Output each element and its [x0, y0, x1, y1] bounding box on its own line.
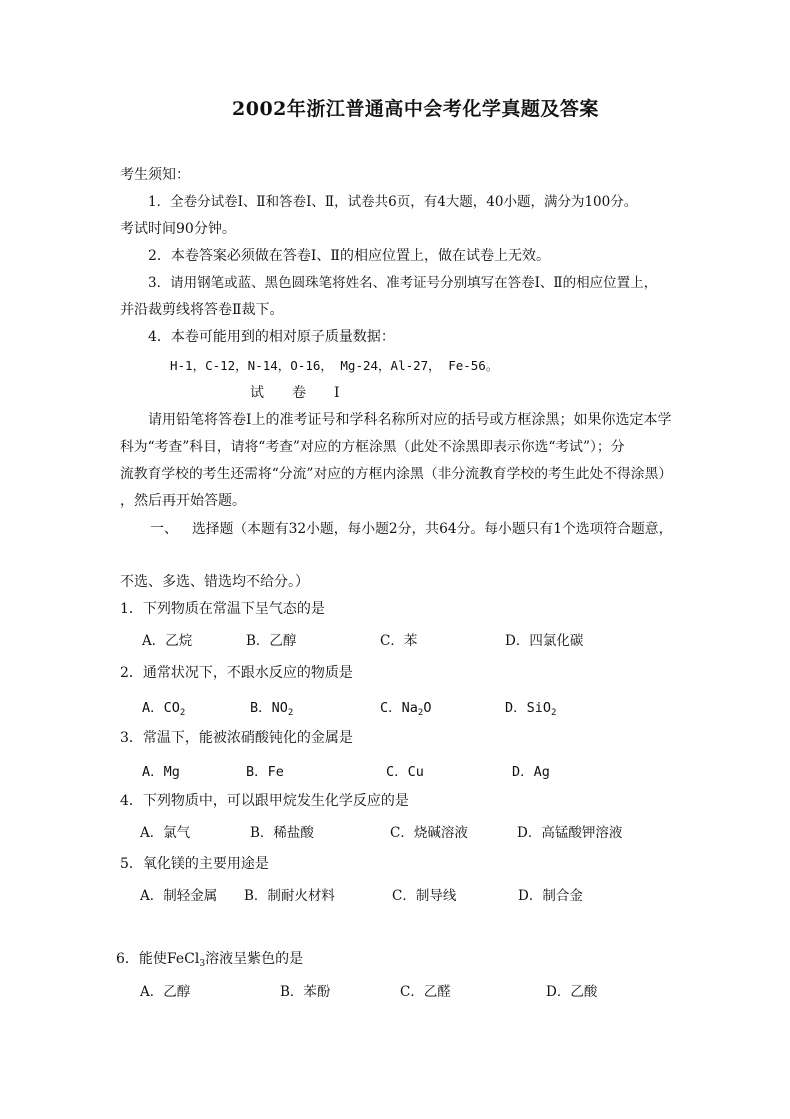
- question-4-option-c: C．烧碱溶液: [390, 825, 468, 841]
- notice-item-3: 3．请用钢笔或蓝、黑色圆珠笔将姓名、准考证号分别填写在答卷Ⅰ、Ⅱ的相应位置上，: [148, 275, 658, 291]
- notice-item-2: 2．本卷答案必须做在答卷Ⅰ、Ⅱ的相应位置上，做在试卷上无效。: [148, 248, 550, 264]
- question-4-option-d: D．高锰酸钾溶液: [517, 825, 623, 841]
- notice-item-3-cont: 并沿裁剪线将答卷Ⅱ裁下。: [120, 302, 284, 318]
- question-6-option-d: D．乙酸: [546, 984, 598, 1000]
- question-5-option-b: B．制耐火材料: [244, 888, 335, 904]
- question-2-stem: 2．通常状况下，不跟水反应的物质是: [120, 665, 353, 681]
- question-2-option-c: C．$Na_2O$: [380, 700, 432, 718]
- question-2-option-a: A．$CO_2$: [142, 700, 186, 718]
- question-4-stem: 4．下列物质中，可以跟甲烷发生化学反应的是: [120, 793, 409, 809]
- question-4-option-a: A．氯气: [140, 825, 191, 841]
- question-2-option-d: D．SiO$_2$: [505, 700, 557, 718]
- question-1-option-c: C．苯: [380, 633, 418, 649]
- question-1-option-b: B．乙醇: [246, 633, 297, 649]
- question-3-option-c: C．Cu: [386, 764, 424, 780]
- question-1-option-d: D．四氯化碳: [505, 633, 584, 649]
- question-3-option-d: D．Ag: [512, 764, 550, 780]
- question-3-option-b: B．Fe: [246, 764, 284, 780]
- question-3-stem: 3．常温下，能被浓硝酸钝化的金属是: [120, 730, 353, 746]
- question-1-option-a: A．乙烷: [142, 633, 193, 649]
- instructions-line-2: 科为“考查”科目，请将“考查”对应的方框涂黑（此处不涂黑即表示你选“考试”）；分: [120, 439, 625, 455]
- question-1-stem: 1．下列物质在常温下呈气态的是: [120, 601, 325, 617]
- question-6-option-b: B．苯酚: [280, 984, 331, 1000]
- question-2-option-b: B．$NO_2$: [250, 700, 294, 718]
- question-5-option-d: D．制合金: [518, 888, 583, 904]
- question-5-option-c: C．制导线: [392, 888, 457, 904]
- section-heading: 选择题（本题有32小题，每小题2分，共64分。每小题只有1个选项符合题意，: [192, 521, 673, 537]
- instructions-line-3: 流教育学校的考生还需将“分流”对应的方框内涂黑（非分流教育学校的考生此处不得涂黑）: [120, 466, 673, 482]
- question-3-option-a: A．Mg: [142, 764, 180, 780]
- section-number: 一、: [150, 521, 178, 537]
- paper-label: 试 卷 Ⅰ: [250, 385, 340, 401]
- notice-heading: 考生须知：: [120, 167, 190, 183]
- section-heading-cont: 不选、多选、错选均不给分。）: [120, 574, 309, 590]
- question-6-stem: 6．能使FeCl$_3$溶液呈紫色的是: [116, 951, 304, 969]
- notice-item-1-cont: 考试时间90分钟。: [120, 221, 236, 237]
- notice-item-1: 1．全卷分试卷Ⅰ、Ⅱ和答卷Ⅰ、Ⅱ，试卷共6页，有4大题，40小题，满分为100分。: [148, 194, 638, 210]
- question-5-stem: 5．氧化镁的主要用途是: [120, 856, 269, 872]
- atomic-masses: H-1，C-12，N-14，O-16， Mg-24，Al-27， Fe-56。: [170, 358, 499, 373]
- question-6-option-c: C．乙醛: [400, 984, 451, 1000]
- question-4-option-b: B．稀盐酸: [250, 825, 314, 841]
- instructions-line-4: ，然后再开始答题。: [120, 493, 246, 509]
- question-5-option-a: A．制轻金属: [140, 888, 218, 904]
- instructions-line-1: 请用铅笔将答卷Ⅰ上的准考证号和学科名称所对应的括号或方框涂黑；如果你选定本学: [148, 412, 672, 428]
- page-title: 2002年浙江普通高中会考化学真题及答案: [232, 98, 599, 120]
- notice-item-4: 4．本卷可能用到的相对原子质量数据：: [148, 329, 395, 345]
- question-6-option-a: A．乙醇: [140, 984, 191, 1000]
